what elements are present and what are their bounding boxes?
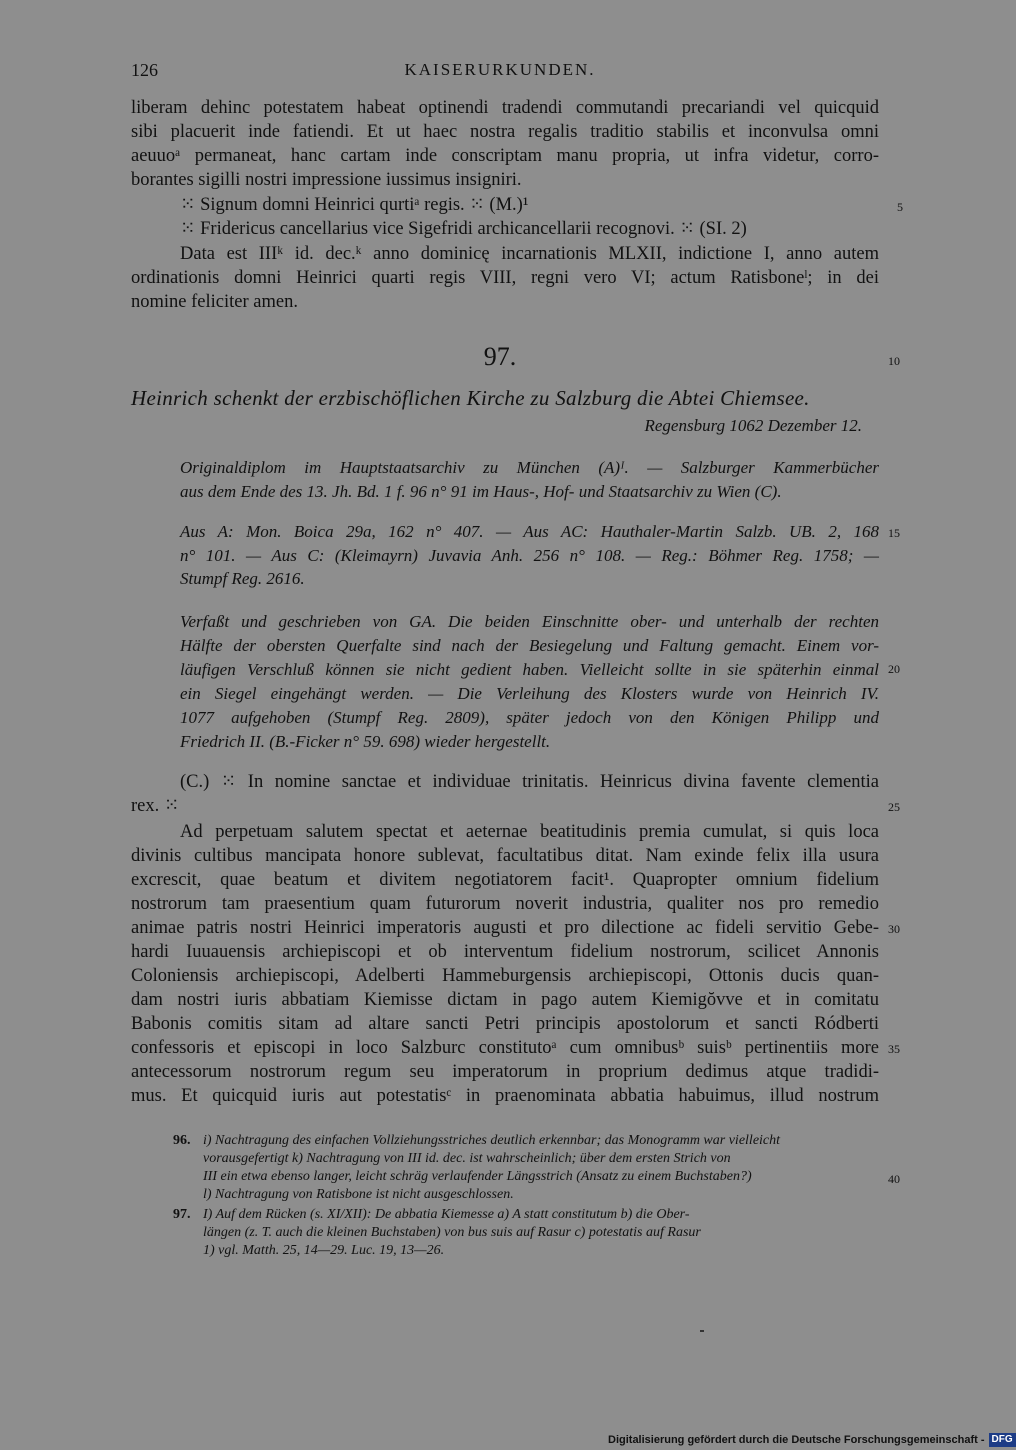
line-number: 40 xyxy=(888,1172,900,1186)
charter-line: Coloniensis archiepiscopi, Adelberti Hammeburgensis archiepiscopi, Ottonis ducis quan- xyxy=(131,966,879,986)
footnote-line: l) Nachtragung von Ratisbone ist nicht ausgeschlossen. xyxy=(203,1187,514,1202)
footnote-line: III ein etwa ebenso langer, leicht schräg verlaufender Längsstrich (Ansatz zu einem Buchstaben?) xyxy=(203,1169,752,1184)
edition-line: n° 101. — Aus C: (Kleimayrn) Juvavia Anh. 256 n° 108. — Reg.: Böhmer Reg. 1758; — xyxy=(180,546,879,565)
data-line: Data est IIIᵏ id. dec.ᵏ anno dominicę incarnationis MLXII, indictione I, anno autem xyxy=(180,244,879,264)
charter-line: divinis cultibus mancipata honore sublevat, facultatibus ditat. Nam exinde felix illa usura xyxy=(131,846,879,866)
footnote-line: längen (z. T. auch die kleinen Buchstaben) von bus suis auf Rasur c) potestatis auf Rasur xyxy=(203,1225,701,1240)
line-number: 25 xyxy=(888,800,900,814)
charter-line: antecessorum nostrorum regum seu imperatorum in proprium dedimus atque tradidi- xyxy=(131,1062,879,1082)
charter-line: nostrorum tam praesentium quam futurorum noverit industria, qualiter nos pro remedio xyxy=(131,894,879,914)
line-number: 35 xyxy=(888,1042,900,1056)
document-date: Regensburg 1062 Dezember 12. xyxy=(644,416,862,435)
line-number: 10 xyxy=(888,354,900,368)
charter-line: Babonis comitis sitam ad altare sancti Petri principis apostolorum et sancti Ródberti xyxy=(131,1014,879,1034)
charter-line: excrescit, quae beatum et divitem negotiatorem facit¹. Quapropter omnium fidelium xyxy=(131,870,879,890)
page-number: 126 xyxy=(131,60,158,80)
footnote-label-97: 97. xyxy=(173,1207,191,1222)
charter-line: animae patris nostri Heinrici imperatoris augusti et pro dilectione ac fideli servitio Gebe- xyxy=(131,918,879,938)
commentary-line: Verfaßt und geschrieben von GA. Die beiden Einschnitte ober- und unterhalb der rechten xyxy=(180,612,879,631)
source-line: Originaldiplom im Hauptstaatsarchiv zu München (A)ᴵ. — Salzburger Kammerbücher xyxy=(180,458,879,477)
line-number: 30 xyxy=(888,922,900,936)
text-line: sibi placuerit inde fatiendi. Et ut haec nostra regalis traditio stabilis et inconvulsa omni xyxy=(131,122,879,142)
source-line: aus dem Ende des 13. Jh. Bd. 1 f. 96 n° 91 im Haus-, Hof- und Staatsarchiv zu Wien (C). xyxy=(180,482,782,501)
commentary-line: 1077 aufgehoben (Stumpf Reg. 2809), später jedoch von den Königen Philipp und xyxy=(180,708,879,727)
footer-text: Digitalisierung gefördert durch die Deutsche Forschungsgemeinschaft - xyxy=(608,1434,985,1446)
commentary-line: Hälfte der obersten Querfalte sind nach der Besiegelung und Faltung gemacht. Einem vor- xyxy=(180,636,879,655)
edition-line: Stumpf Reg. 2616. xyxy=(180,569,305,588)
line-number: 15 xyxy=(888,526,900,540)
recognovi-line: ⁙ Fridericus cancellarius vice Sigefridi archicancellarii recognovi. ⁙ (SI. 2) xyxy=(180,219,747,239)
footer xyxy=(608,1432,1016,1448)
text-line: aeuuoᵃ permaneat, hanc cartam inde conscriptam manu propria, ut infra videtur, corro- xyxy=(131,146,879,166)
line-number: 20 xyxy=(888,662,900,676)
footnote-label-96: 96. xyxy=(173,1133,191,1148)
data-line: nomine feliciter amen. xyxy=(131,292,298,312)
footnote-line: 1) vgl. Matth. 25, 14—29. Luc. 19, 13—26. xyxy=(203,1243,445,1258)
data-line: ordinationis domni Heinrici quarti regis VIII, regni vero VI; actum Ratisboneˡ; in dei xyxy=(131,268,879,288)
commentary-line: Friedrich II. (B.-Ficker n° 59. 698) wieder hergestellt. xyxy=(180,732,551,751)
text-line: liberam dehinc potestatem habeat optinendi tradendi commutandi precariandi vel quicquid xyxy=(131,98,879,118)
charter-line: confessoris et episcopi in loco Salzburc constitutoᵃ cum omnibusᵇ suisᵇ pertinentiis more xyxy=(131,1038,879,1058)
invocatio-line: rex. ⁙ xyxy=(131,796,180,816)
charter-line: dam nostri iuris abbatiam Kiemisse dictam in pago autem Kiemigŏvve et in comitatu xyxy=(131,990,879,1010)
document-number: 97. xyxy=(483,342,517,371)
text-line: borantes sigilli nostri impressione iussimus insigniri. xyxy=(131,170,522,190)
edition-line: Aus A: Mon. Boica 29a, 162 n° 407. — Aus AC: Hauthaler-Martin Salzb. UB. 2, 168 xyxy=(180,522,879,541)
document-title: Heinrich schenkt der erzbischöflichen Kirche zu Salzburg die Abtei Chiemsee. xyxy=(131,386,810,410)
charter-line: hardi Iuuauensis archiepiscopi et ob interventum fidelium nostrorum, scilicet Annonis xyxy=(131,942,879,962)
dfg-logo-icon: DFG xyxy=(989,1433,1016,1447)
charter-line: mus. Et quicquid iuris aut potestatisᶜ in praenominata abbatia habuimus, illud nostrum xyxy=(131,1086,879,1106)
footnote-line: i) Nachtragung des einfachen Vollziehungsstriches deutlich erkennbar; das Monogramm war vielleicht xyxy=(203,1133,781,1148)
commentary-line: ein Siegel eingehängt werden. — Die Verleihung des Klosters wurde von Heinrich IV. xyxy=(180,684,879,703)
line-number: 5 xyxy=(897,200,903,214)
footnote-line: I) Auf dem Rücken (s. XI/XII): De abbatia Kiemesse a) A statt constitutum b) die Ober- xyxy=(203,1207,690,1222)
charter-line: Ad perpetuam salutem spectat et aeternae beatitudinis premia cumulat, si quis loca xyxy=(180,822,879,842)
signum-line: ⁙ Signum domni Heinrici qurtiᵃ regis. ⁙ (M.)¹ xyxy=(180,195,529,215)
footnote-line: vorausgefertigt k) Nachtragung von III id. dec. ist wahrscheinlich; über dem ersten Strich von xyxy=(203,1151,731,1166)
running-title: KAISERURKUNDEN. xyxy=(404,60,596,79)
commentary-line: läufigen Verschluß können sie nicht gedient haben. Vielleicht sollte in sie späterhin einmal xyxy=(180,660,879,679)
invocatio-line: (C.) ⁙ In nomine sanctae et individuae trinitatis. Heinricus divina favente clementia xyxy=(180,772,879,792)
page-mark xyxy=(700,1330,704,1332)
